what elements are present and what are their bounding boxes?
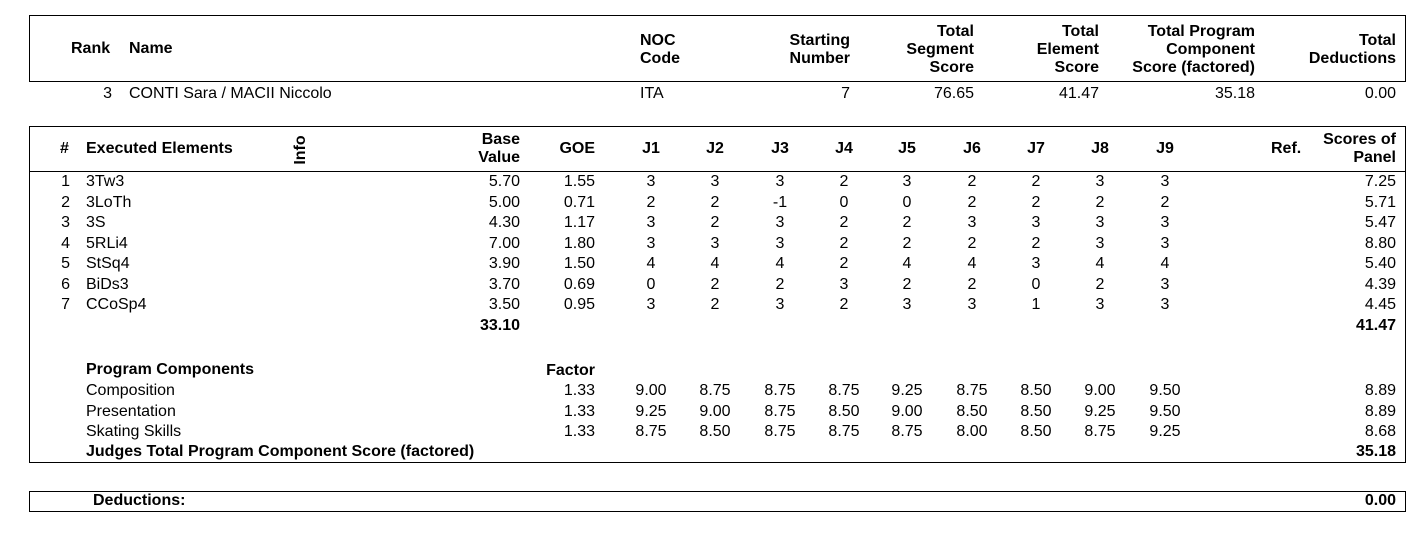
element-judge-score: 3 [839, 275, 849, 293]
judge-header-9: J9 [1156, 140, 1174, 157]
element-number: 2 [61, 193, 70, 211]
element-judge-score: 3 [775, 296, 785, 313]
component-row [0, 402, 1422, 422]
element-judge-score: 2 [1095, 193, 1105, 211]
element-number: 3 [61, 214, 70, 231]
element-judge-score: 2 [710, 193, 720, 211]
component-panel-score: 8.89 [1364, 402, 1396, 420]
judges-total-pcs-value: 35.18 [1355, 443, 1396, 460]
skater-total-segment-score: 76.65 [933, 85, 974, 102]
base-value-header-1: Base [481, 131, 520, 148]
element-judge-score: 4 [1160, 255, 1170, 272]
element-judge-score: 4 [1095, 255, 1105, 272]
component-factor: 1.33 [563, 402, 595, 420]
skater-start-number: 7 [841, 85, 850, 102]
element-goe: 1.50 [563, 255, 595, 272]
element-name: BiDs3 [86, 275, 129, 293]
element-panel-score: 4.45 [1364, 296, 1396, 313]
tpcs-label-2: Component [1166, 41, 1255, 58]
component-factor: 1.33 [563, 423, 595, 440]
element-name: CCoSp4 [86, 296, 147, 313]
component-judge-score: 8.75 [635, 423, 667, 440]
element-panel-score: 5.71 [1364, 193, 1396, 211]
element-judge-score: 3 [902, 296, 912, 313]
element-judge-score: 4 [902, 255, 912, 272]
element-judge-score: 2 [839, 255, 849, 272]
component-judge-score: 8.75 [699, 382, 731, 399]
component-name: Presentation [86, 402, 176, 420]
element-judge-score: 3 [646, 173, 656, 190]
factor-header: Factor [546, 362, 595, 379]
element-judge-score: 2 [1031, 193, 1041, 211]
skater-total-element-score: 41.47 [1058, 85, 1099, 102]
element-name: StSq4 [86, 255, 130, 272]
component-row [0, 422, 1422, 442]
element-judge-score: 1 [1031, 296, 1041, 313]
tes-label-3: Score [1054, 59, 1099, 76]
element-judge-score: 2 [839, 173, 849, 190]
ded-label-2: Deductions [1308, 50, 1396, 67]
judge-header-1: J1 [642, 140, 660, 157]
tes-label-1: Total [1061, 23, 1099, 40]
element-base-value: 4.30 [488, 214, 520, 231]
component-judge-score: 9.25 [891, 382, 923, 399]
component-judge-score: 9.00 [891, 402, 923, 420]
element-panel-score: 5.47 [1364, 214, 1396, 231]
element-panel-score: 8.80 [1364, 234, 1396, 252]
element-judge-score: 2 [710, 296, 720, 313]
rank-label: Rank [71, 40, 111, 57]
element-judge-score: 3 [1095, 234, 1105, 252]
element-judge-score: 3 [1095, 296, 1105, 313]
element-judge-score: 0 [1031, 275, 1041, 293]
element-judge-score: -1 [772, 193, 788, 211]
element-judge-score: 3 [646, 234, 656, 252]
element-name: 5RLi4 [86, 234, 128, 252]
noc-label-1: NOC [640, 32, 676, 49]
element-judge-score: 2 [839, 296, 849, 313]
deductions-value: 0.00 [1364, 492, 1396, 509]
component-judge-score: 8.75 [764, 423, 796, 440]
element-judge-score: 2 [1160, 193, 1170, 211]
component-judge-score: 8.50 [956, 402, 988, 420]
element-judge-score: 3 [1160, 173, 1170, 190]
judges-total-pcs-label: Judges Total Program Component Score (factored) [86, 443, 475, 460]
component-judge-score: 9.00 [699, 402, 731, 420]
component-judge-score: 9.50 [1149, 402, 1181, 420]
start-label-1: Starting [789, 32, 850, 49]
judge-header-8: J8 [1091, 140, 1109, 157]
element-judge-score: 2 [646, 193, 656, 211]
element-judge-score: 3 [1160, 214, 1170, 231]
base-value-total: 33.10 [479, 317, 520, 334]
element-judge-score: 3 [1160, 296, 1170, 313]
base-value-header-2: Value [478, 149, 520, 166]
element-judge-score: 2 [967, 275, 977, 293]
element-row [0, 193, 1422, 213]
element-judge-score: 2 [839, 234, 849, 252]
element-number: 7 [61, 296, 70, 313]
judge-header-2: J2 [706, 140, 724, 157]
judge-header-6: J6 [963, 140, 981, 157]
element-judge-score: 3 [1095, 173, 1105, 190]
element-judge-score: 2 [902, 214, 912, 231]
element-judge-score: 2 [902, 234, 912, 252]
component-judge-score: 9.50 [1149, 382, 1181, 399]
component-judge-score: 8.50 [1020, 402, 1052, 420]
component-judge-score: 8.75 [956, 382, 988, 399]
component-judge-score: 8.75 [828, 423, 860, 440]
judge-header-4: J4 [835, 140, 853, 157]
start-label-2: Number [789, 50, 850, 67]
element-base-value: 3.50 [488, 296, 520, 313]
element-judge-score: 2 [967, 173, 977, 190]
element-judge-score: 2 [710, 214, 720, 231]
judge-header-3: J3 [771, 140, 789, 157]
element-goe: 1.55 [563, 173, 595, 190]
tss-label-2: Segment [906, 41, 974, 58]
component-judge-score: 9.00 [1084, 382, 1116, 399]
element-judge-score: 3 [775, 173, 785, 190]
component-name: Skating Skills [86, 423, 182, 440]
component-judge-score: 8.50 [1020, 423, 1052, 440]
element-judge-score: 0 [902, 193, 912, 211]
element-judge-score: 3 [902, 173, 912, 190]
element-row [0, 295, 1422, 315]
element-goe: 0.71 [563, 193, 595, 211]
tpcs-label-1: Total Program [1147, 23, 1255, 40]
element-goe: 0.95 [563, 296, 595, 313]
ded-label-1: Total [1358, 32, 1396, 49]
element-judge-score: 3 [967, 214, 977, 231]
element-row [0, 234, 1422, 254]
judge-header-5: J5 [898, 140, 916, 157]
component-judge-score: 9.25 [635, 402, 667, 420]
element-judge-score: 3 [710, 234, 720, 252]
tss-label-1: Total [936, 23, 974, 40]
component-judge-score: 8.75 [828, 382, 860, 399]
element-panel-score: 4.39 [1364, 275, 1396, 293]
element-judge-score: 3 [1160, 234, 1170, 252]
element-row [0, 254, 1422, 274]
element-base-value: 3.90 [488, 255, 520, 272]
element-base-value: 3.70 [488, 275, 520, 293]
element-base-value: 5.70 [488, 173, 520, 190]
component-judge-score: 8.50 [1020, 382, 1052, 399]
element-judge-score: 0 [646, 275, 656, 293]
element-base-value: 7.00 [488, 234, 520, 252]
component-judge-score: 8.75 [764, 382, 796, 399]
skater-name: CONTI Sara / MACII Niccolo [129, 85, 332, 102]
element-goe: 1.80 [563, 234, 595, 252]
name-label: Name [129, 40, 173, 57]
element-judge-score: 2 [902, 275, 912, 293]
component-judge-score: 8.75 [891, 423, 923, 440]
component-judge-score: 8.50 [828, 402, 860, 420]
judge-header-7: J7 [1027, 140, 1045, 157]
element-judge-score: 3 [1160, 275, 1170, 293]
element-judge-score: 3 [775, 234, 785, 252]
element-judge-score: 2 [775, 275, 785, 293]
element-row [0, 172, 1422, 192]
element-judge-score: 2 [839, 214, 849, 231]
component-judge-score: 8.50 [699, 423, 731, 440]
element-judge-score: 3 [1031, 255, 1041, 272]
element-goe: 0.69 [563, 275, 595, 293]
deductions-box [29, 491, 1406, 512]
skater-total-deductions: 0.00 [1364, 85, 1396, 102]
element-row [0, 213, 1422, 233]
component-panel-score: 8.68 [1364, 423, 1396, 440]
element-panel-score: 7.25 [1364, 173, 1396, 190]
element-judge-score: 2 [1031, 234, 1041, 252]
element-number: 5 [61, 255, 70, 272]
scores-of-panel-header-1: Scores of [1323, 131, 1396, 148]
tss-label-3: Score [929, 59, 974, 76]
skater-total-pcs: 35.18 [1214, 85, 1255, 102]
element-judge-score: 3 [1095, 214, 1105, 231]
element-judge-score: 4 [646, 255, 656, 272]
element-judge-score: 2 [1031, 173, 1041, 190]
program-components-title: Program Components [86, 361, 255, 378]
element-judge-score: 4 [775, 255, 785, 272]
executed-elements-header: Executed Elements [86, 140, 233, 157]
element-judge-score: 3 [646, 214, 656, 231]
element-number: 4 [61, 234, 70, 252]
info-header: Info [292, 135, 309, 165]
element-judge-score: 2 [1095, 275, 1105, 293]
element-judge-score: 3 [967, 296, 977, 313]
element-judge-score: 2 [710, 275, 720, 293]
element-judge-score: 0 [839, 193, 849, 211]
element-name: 3S [86, 214, 106, 231]
ref-header: Ref. [1271, 140, 1302, 157]
num-header: # [60, 140, 69, 157]
element-panel-score: 5.40 [1364, 255, 1396, 272]
element-number: 6 [61, 275, 70, 293]
component-judge-score: 9.25 [1084, 402, 1116, 420]
tpcs-label-3: Score (factored) [1132, 59, 1255, 76]
goe-header: GOE [559, 140, 595, 157]
element-name: 3Tw3 [86, 173, 125, 190]
skater-rank: 3 [103, 85, 112, 102]
component-panel-score: 8.89 [1364, 382, 1396, 399]
element-goe: 1.17 [563, 214, 595, 231]
element-row [0, 275, 1422, 295]
element-judge-score: 4 [967, 255, 977, 272]
scores-of-panel-header-2: Panel [1353, 149, 1396, 166]
noc-label-2: Code [640, 50, 680, 67]
tes-label-2: Element [1036, 41, 1099, 58]
element-judge-score: 3 [775, 214, 785, 231]
element-judge-score: 3 [646, 296, 656, 313]
element-base-value: 5.00 [488, 193, 520, 211]
element-judge-score: 3 [710, 173, 720, 190]
component-judge-score: 9.00 [635, 382, 667, 399]
component-name: Composition [86, 382, 175, 399]
element-judge-score: 4 [710, 255, 720, 272]
deductions-label: Deductions: [93, 492, 186, 509]
element-judge-score: 2 [967, 193, 977, 211]
component-row [0, 381, 1422, 401]
skater-noc: ITA [640, 85, 664, 102]
element-number: 1 [61, 173, 70, 190]
component-judge-score: 8.75 [764, 402, 796, 420]
elements-score-total: 41.47 [1355, 317, 1396, 334]
component-judge-score: 8.75 [1084, 423, 1116, 440]
element-name: 3LoTh [86, 193, 132, 211]
component-factor: 1.33 [563, 382, 595, 399]
component-judge-score: 8.00 [956, 423, 988, 440]
element-judge-score: 2 [967, 234, 977, 252]
component-judge-score: 9.25 [1149, 423, 1181, 440]
element-judge-score: 3 [1031, 214, 1041, 231]
